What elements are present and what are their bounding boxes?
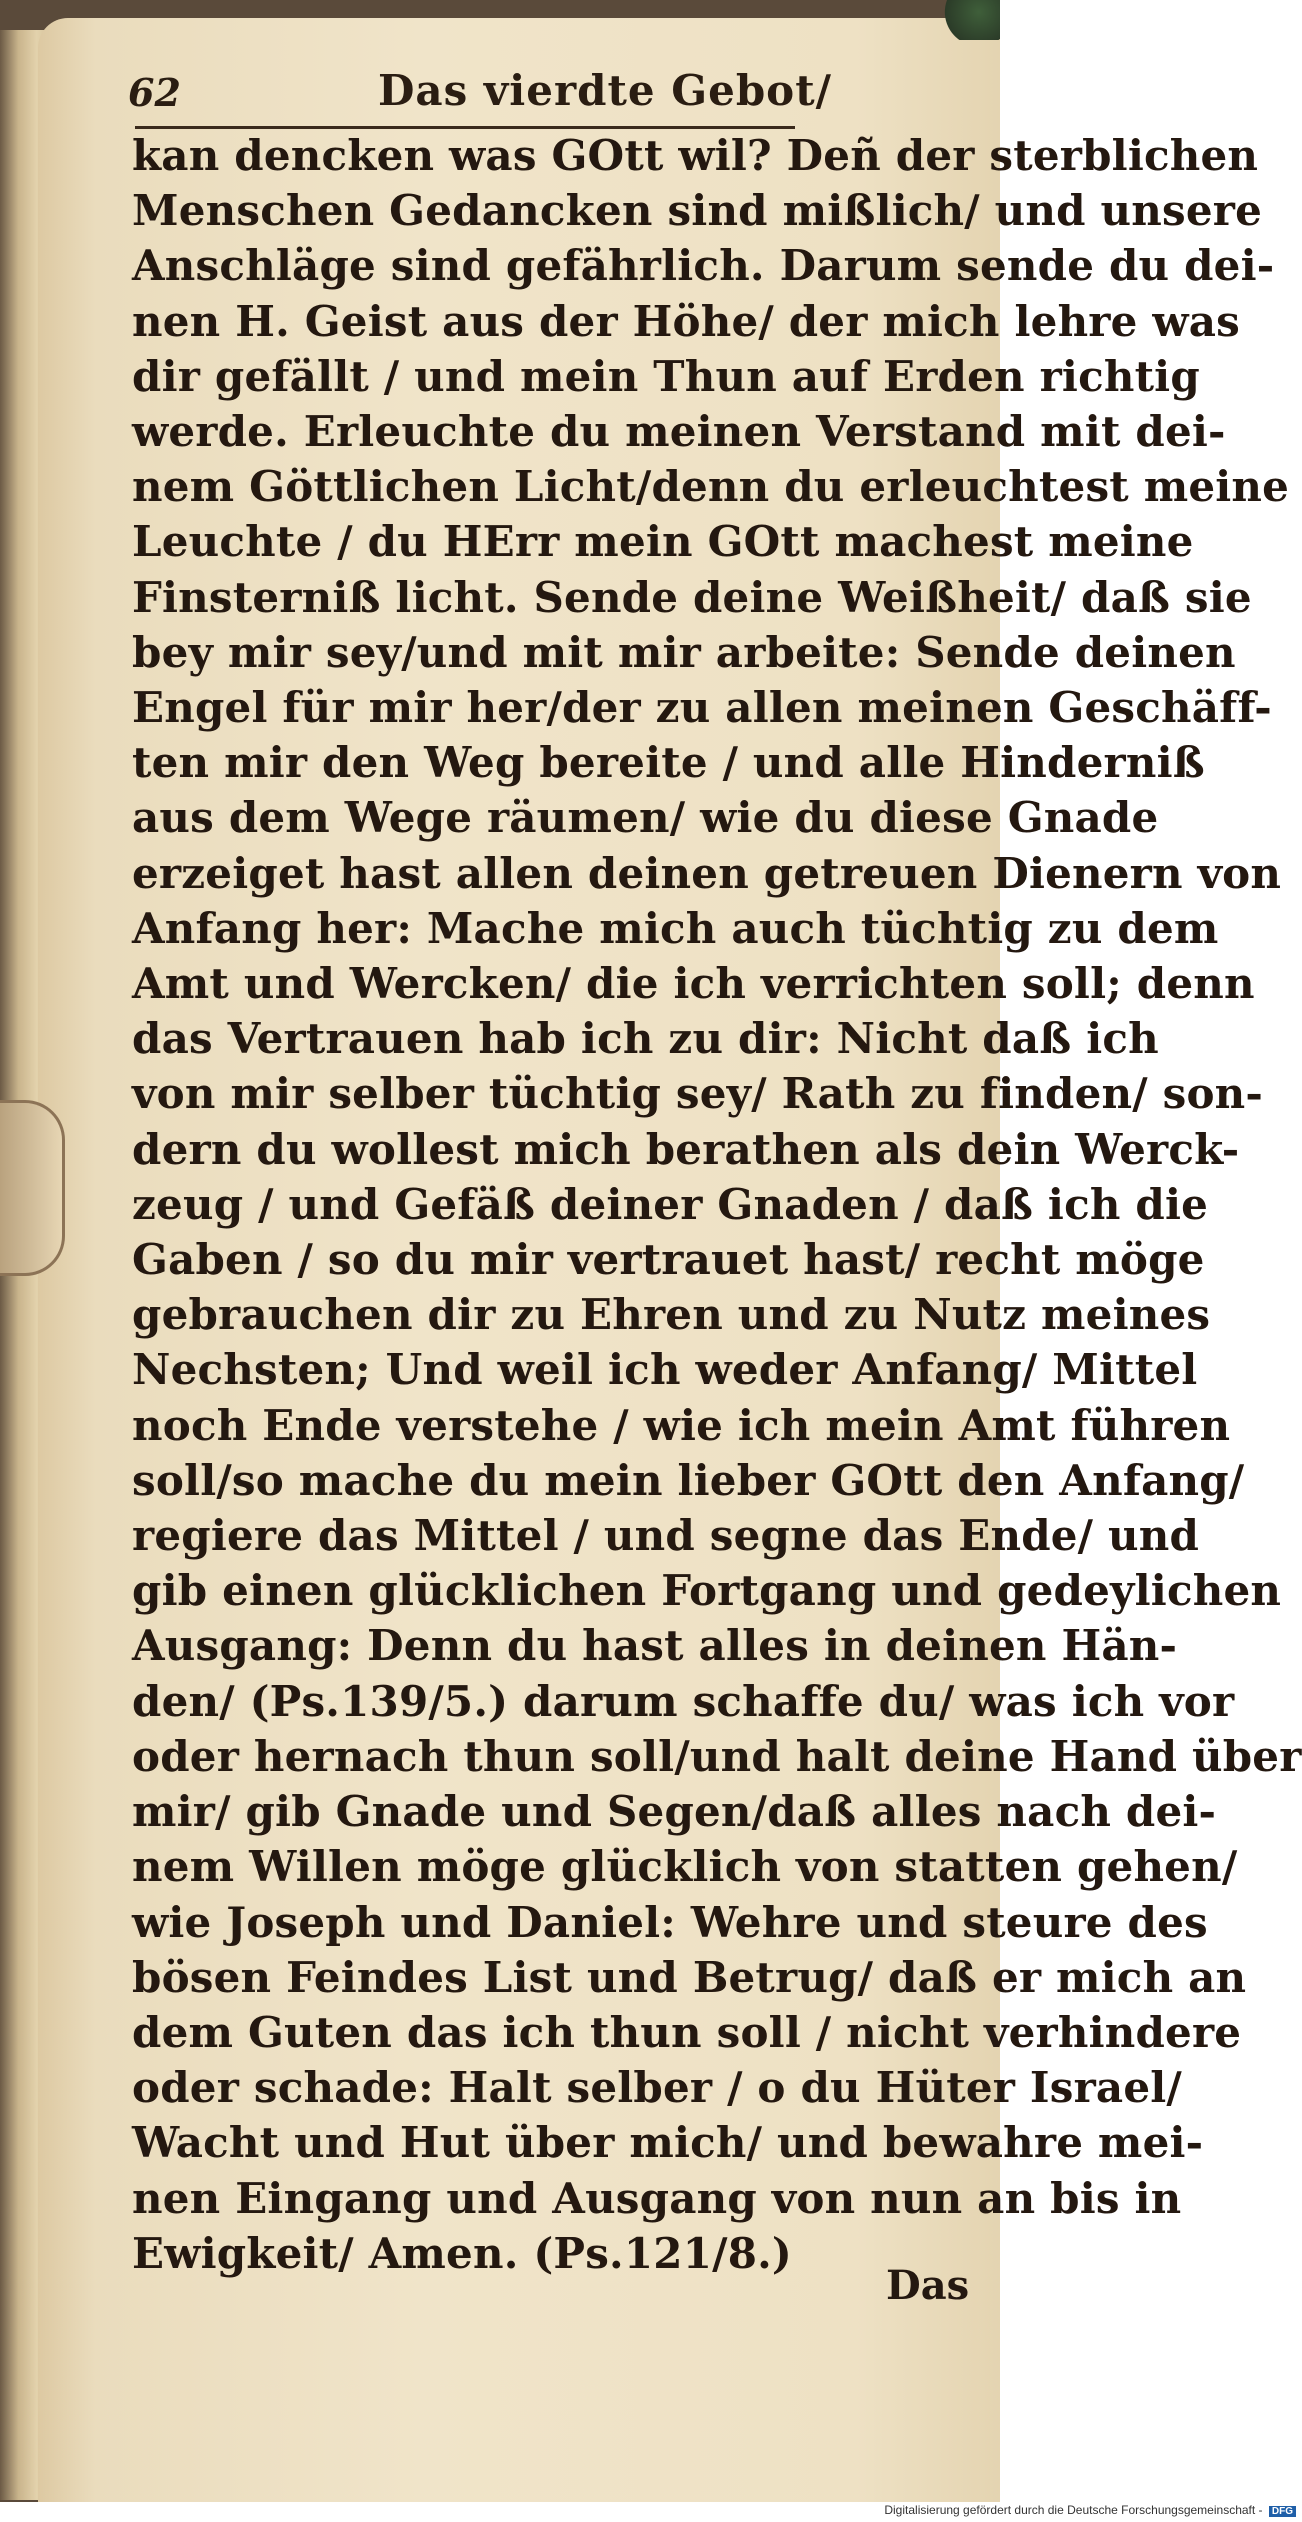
text-line: Gaben / so du mir vertrauet hast/ recht möge [132, 1235, 1205, 1285]
text-line: bösen Feindes List und Betrug/ daß er mich an [132, 1952, 1247, 2002]
text-line: das Vertrauen hab ich zu dir: Nicht daß ich [132, 1014, 1159, 1064]
text-line: gebrauchen dir zu Ehren und zu Nutz meines [132, 1290, 1211, 1340]
text-line: gib einen glücklichen Fortgang und gedeylichen [132, 1566, 1282, 1616]
text-line: von mir selber tüchtig sey/ Rath zu finden/ son- [132, 1069, 1264, 1119]
text-line: bey mir sey/und mit mir arbeite: Sende deinen [132, 627, 1236, 677]
text-line: Wacht und Hut über mich/ und bewahre mei- [132, 2118, 1204, 2168]
text-line: oder schade: Halt selber / o du Hüter Israel/ [132, 2063, 1182, 2113]
text-line: dem Guten das ich thun soll / nicht verhindere [132, 2007, 1242, 2057]
text-line: ten mir den Weg bereite / und alle Hinderniß [132, 738, 1205, 788]
running-title: Das vierdte Gebot/ [378, 66, 832, 115]
bookmark-tab [0, 1100, 65, 1276]
text-line: nen Eingang und Ausgang von nun an bis in [132, 2173, 1182, 2223]
text-line: Leuchte / du HErr mein GOtt machest meine [132, 517, 1194, 567]
text-line: Amt und Wercken/ die ich verrichten soll; denn [132, 959, 1255, 1009]
text-line: Nechsten; Und weil ich weder Anfang/ Mittel [132, 1345, 1198, 1395]
text-line: noch Ende verstehe / wie ich mein Amt führen [132, 1400, 1231, 1450]
dfg-badge: DFG [1269, 2506, 1296, 2517]
text-line: zeug / und Gefäß deiner Gnaden / daß ich die [132, 1179, 1209, 1229]
text-line: Finsterniß licht. Sende deine Weißheit/ daß sie [132, 572, 1252, 622]
text-line: Menschen Gedancken sind mißlich/ und unsere [132, 186, 1263, 236]
text-line: erzeiget hast allen deinen getreuen Dienern von [132, 848, 1282, 898]
text-line: dern du wollest mich berathen als dein Werck- [132, 1124, 1240, 1174]
text-line: Anfang her: Mache mich auch tüchtig zu dem [132, 903, 1219, 953]
page-number: 62 [128, 70, 181, 115]
footer-strip [0, 2502, 1000, 2522]
text-line: aus dem Wege räumen/ wie du diese Gnade [132, 793, 1159, 843]
catchword: Das [886, 2262, 970, 2309]
text-line: den/ (Ps.139/5.) darum schaffe du/ was ich vor [132, 1676, 1235, 1726]
text-line: wie Joseph und Daniel: Wehre und steure des [132, 1897, 1208, 1947]
text-line: Engel für mir her/der zu allen meinen Geschäff- [132, 683, 1272, 733]
digitization-credit [884, 2503, 1296, 2517]
text-line: soll/so mache du mein lieber GOtt den Anfang/ [132, 1455, 1245, 1505]
text-line: Ewigkeit/ Amen. (Ps.121/8.) [132, 2228, 793, 2278]
text-line: kan dencken was GOtt wil? Deñ der sterblichen [132, 131, 1259, 180]
text-line: Anschläge sind gefährlich. Darum sende du dei- [132, 241, 1275, 291]
text-line: nem Göttlichen Licht/denn du erleuchtest meine [132, 462, 1290, 512]
text-line: werde. Erleuchte du meinen Verstand mit dei- [132, 407, 1226, 457]
text-line: mir/ gib Gnade und Segen/daß alles nach dei- [132, 1787, 1217, 1837]
text-line: Ausgang: Denn du hast alles in deinen Hän- [132, 1621, 1178, 1671]
text-line: oder hernach thun soll/und halt deine Hand über [132, 1731, 1302, 1781]
text-line: nem Willen möge glücklich von statten gehen/ [132, 1842, 1238, 1892]
text-line: nen H. Geist aus der Höhe/ der mich lehre was [132, 296, 1240, 346]
corner-ornament [930, 0, 1000, 40]
body-text [132, 128, 1302, 2281]
text-line: dir gefällt / und mein Thun auf Erden richtig [132, 351, 1200, 401]
credit-text: Digitalisierung gefördert durch die Deutsche Forschungsgemeinschaft - [884, 2503, 1263, 2517]
text-line: regiere das Mittel / und segne das Ende/ und [132, 1511, 1200, 1561]
